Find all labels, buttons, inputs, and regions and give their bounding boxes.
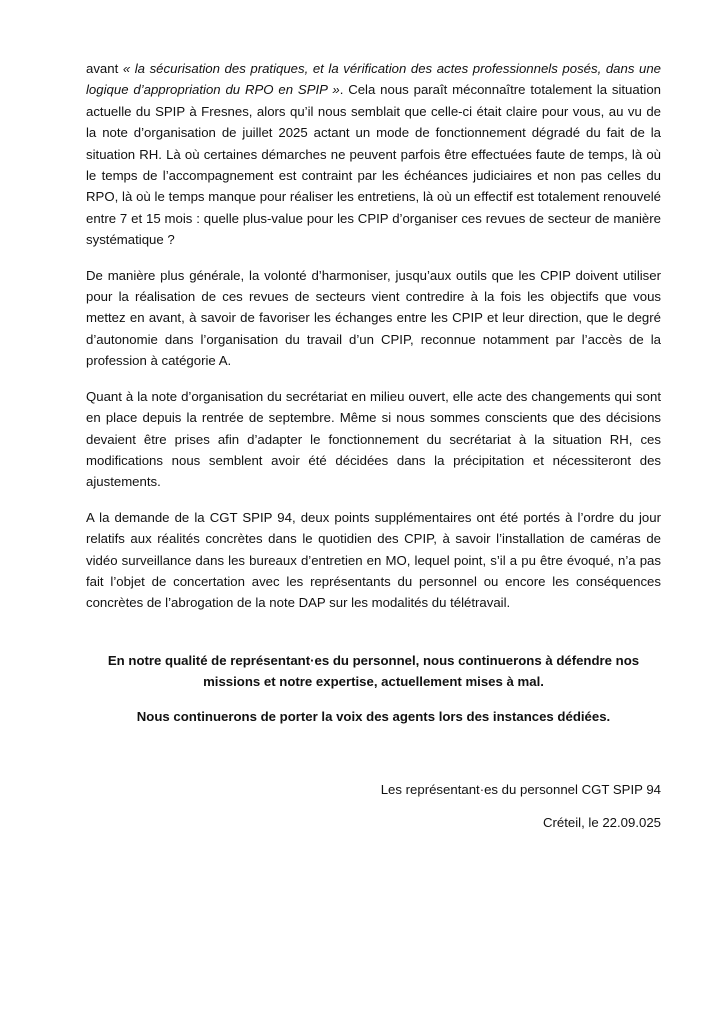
signature-block <box>86 779 661 834</box>
paragraph-1-lead: avant <box>86 61 123 76</box>
closing-line-1: En notre qualité de représentant·es du personnel, nous continuerons à défendre nos missions et notre expertise, actuellement mises à mal. <box>107 652 640 690</box>
paragraph-3: Quant à la note d’organisation du secrétariat en milieu ouvert, elle acte des changements qui sont en place depuis la rentrée de septembre. Même si nous sommes conscients que des décisions devaient être prises afin d’adapter le fonctionnement du secrétariat à la situation RH, ces modifications nous semblent avoir été décidées dans la précipitation et nécessiteront des ajustements. <box>86 388 661 490</box>
closing-line-2: Nous continuerons de porter la voix des agents lors des instances dédiées. <box>136 708 611 724</box>
paragraph-2: De manière plus générale, la volonté d’harmoniser, jusqu’aux outils que les CPIP doivent utiliser pour la réalisation de ces revues de secteurs vient contredire à la fois les objectifs que vous mettez en avant, à savoir de favoriser les échanges entre les CPIP et leur direction, que le degré d’autonomie dans l’organisation du travail d’un CPIP, reconnue notamment par l’accès de la profession à catégorie A. <box>86 267 661 369</box>
paragraph-1-rest: . Cela nous paraît méconnaître totalement la situation actuelle du SPIP à Fresnes, alors qu’il nous semblait que celle-ci était claire pour vous, au vu de la note d’organisation de juillet 2025 actant un mode de fonctionnement dégradé du fait de la situation RH. Là où certaines démarches ne peuvent parfois être effectuées faute de temps, là où le temps de l’accompagnement est contraint par les échéances judiciaires et non pas celles du RPO, là où le temps manque pour réaliser les entretiens, là où un effectif est totalement renouvelé entre 7 et 15 mois : quelle plus-value pour les CPIP d’organiser ces revues de secteur de manière systématique ? <box>86 82 661 248</box>
paragraph-1 <box>86 58 661 251</box>
paragraph-1-quote: « la sécurisation des pratiques, et la vérification des actes professionnels posés, dans une logique d’appropriation du RPO en SPIP » <box>86 61 661 98</box>
closing-statement <box>86 650 661 727</box>
signature-author: Les représentant·es du personnel CGT SPIP 94 <box>380 781 661 797</box>
signature-place-date: Créteil, le 22.09.025 <box>542 815 661 831</box>
paragraph-4: A la demande de la CGT SPIP 94, deux points supplémentaires ont été portés à l’ordre du jour relatifs aux réalités concrètes dans le quotidien des CPIP, à savoir l’installation de caméras de vidéo surveillance dans les bureaux d’entretien en MO, lequel point, s’il a pu être évoqué, n’a pas fait l’objet de concertation avec les représentants du personnel ou encore les conséquences concrètes de l’abrogation de la note DAP sur les modalités du télétravail. <box>86 509 661 611</box>
